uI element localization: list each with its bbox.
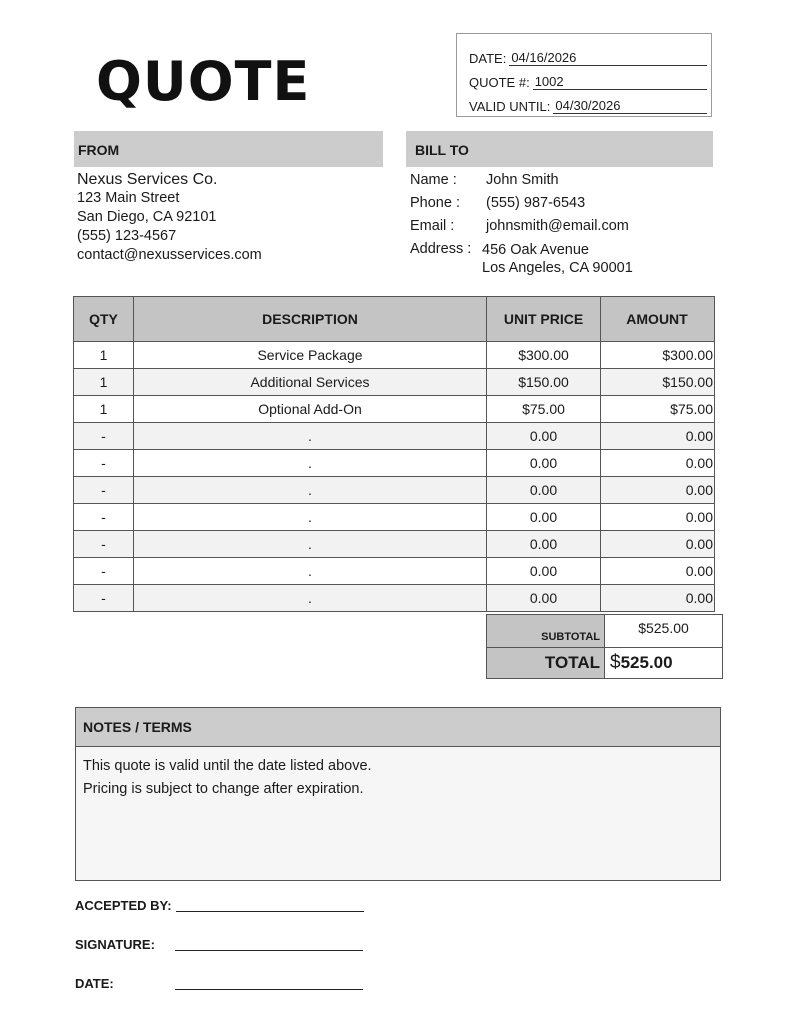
description-cell[interactable]: .	[134, 477, 487, 504]
notes-body[interactable]	[76, 747, 720, 801]
bill-name-label: Name :	[410, 172, 457, 188]
description-cell[interactable]: .	[134, 531, 487, 558]
table-row	[74, 396, 715, 423]
amount-cell[interactable]: 0.00	[601, 423, 715, 450]
acceptance-date-row	[75, 976, 363, 991]
qty-cell[interactable]: -	[74, 504, 134, 531]
bill-phone-label: Phone :	[410, 195, 460, 211]
amount-header: AMOUNT	[601, 297, 715, 342]
quote-info-box	[456, 33, 712, 117]
bill-phone-row	[410, 195, 633, 218]
from-heading: FROM	[74, 131, 383, 167]
table-row	[74, 423, 715, 450]
bill-address-label: Address :	[410, 241, 472, 257]
table-row	[74, 558, 715, 585]
unit-price-cell[interactable]: 0.00	[487, 558, 601, 585]
totals-table	[486, 614, 723, 679]
table-row	[74, 585, 715, 612]
notes-heading: NOTES / TERMS	[76, 708, 720, 747]
description-header: DESCRIPTION	[134, 297, 487, 342]
bill-address-line2: Los Angeles, CA 90001	[482, 260, 633, 276]
bill-to-details	[410, 172, 633, 277]
notes-line-2: Pricing is subject to change after expiration.	[83, 781, 364, 797]
line-items-table	[73, 296, 715, 612]
bill-email-row	[410, 218, 633, 241]
unit-price-cell[interactable]: $300.00	[487, 342, 601, 369]
description-cell[interactable]: .	[134, 585, 487, 612]
total-row	[487, 648, 723, 679]
bill-address-value[interactable]	[482, 241, 633, 277]
page-title: QUOTE	[96, 50, 311, 113]
description-cell[interactable]: .	[134, 450, 487, 477]
description-cell[interactable]: Additional Services	[134, 369, 487, 396]
quote-number-label: QUOTE #:	[469, 75, 530, 90]
bill-email-label: Email :	[410, 218, 455, 234]
qty-header: QTY	[74, 297, 134, 342]
qty-cell[interactable]: -	[74, 450, 134, 477]
amount-cell[interactable]: $75.00	[601, 396, 715, 423]
table-row	[74, 531, 715, 558]
amount-cell[interactable]: 0.00	[601, 531, 715, 558]
amount-cell[interactable]: 0.00	[601, 585, 715, 612]
qty-cell[interactable]: 1	[74, 342, 134, 369]
date-row	[469, 42, 711, 66]
qty-cell[interactable]: -	[74, 423, 134, 450]
from-company: Nexus Services Co.	[77, 171, 218, 188]
signature-line[interactable]	[175, 949, 363, 951]
bill-email-value[interactable]: johnsmith@email.com	[486, 218, 629, 234]
from-city: San Diego, CA 92101	[77, 209, 217, 225]
subtotal-value: $525.00	[605, 615, 723, 648]
unit-price-cell[interactable]: 0.00	[487, 504, 601, 531]
qty-cell[interactable]: -	[74, 558, 134, 585]
total-amount: 525.00	[620, 653, 673, 672]
amount-cell[interactable]: 0.00	[601, 558, 715, 585]
currency-symbol: $	[610, 652, 621, 673]
quote-number-value[interactable]: 1002	[533, 74, 707, 90]
subtotal-label: SUBTOTAL	[487, 615, 605, 648]
bill-name-row	[410, 172, 633, 195]
description-cell[interactable]: .	[134, 423, 487, 450]
unit-price-cell[interactable]: 0.00	[487, 585, 601, 612]
bill-address-line1: 456 Oak Avenue	[482, 242, 589, 258]
amount-cell[interactable]: 0.00	[601, 504, 715, 531]
description-cell[interactable]: .	[134, 504, 487, 531]
bill-phone-value[interactable]: (555) 987-6543	[486, 195, 586, 211]
unit-price-cell[interactable]: 0.00	[487, 531, 601, 558]
table-row	[74, 450, 715, 477]
signature-row	[75, 937, 363, 952]
description-cell[interactable]: Service Package	[134, 342, 487, 369]
amount-cell[interactable]: $150.00	[601, 369, 715, 396]
amount-cell[interactable]: $300.00	[601, 342, 715, 369]
notes-box	[75, 707, 721, 881]
unit-price-header: UNIT PRICE	[487, 297, 601, 342]
table-header-row	[74, 297, 715, 342]
unit-price-cell[interactable]: 0.00	[487, 477, 601, 504]
subtotal-row	[487, 615, 723, 648]
table-row	[74, 504, 715, 531]
qty-cell[interactable]: -	[74, 531, 134, 558]
notes-line-1: This quote is valid until the date listed above.	[83, 758, 372, 774]
from-street: 123 Main Street	[77, 190, 180, 206]
unit-price-cell[interactable]: 0.00	[487, 450, 601, 477]
unit-price-cell[interactable]: 0.00	[487, 423, 601, 450]
unit-price-cell[interactable]: $150.00	[487, 369, 601, 396]
from-details	[77, 170, 262, 265]
accepted-by-row	[75, 898, 364, 913]
accepted-by-line[interactable]	[176, 910, 364, 912]
total-value	[605, 648, 723, 679]
total-label: TOTAL	[487, 648, 605, 679]
bill-to-heading: BILL TO	[406, 131, 713, 167]
unit-price-cell[interactable]: $75.00	[487, 396, 601, 423]
date-label: DATE:	[469, 51, 507, 66]
signature-label: SIGNATURE:	[75, 937, 155, 952]
description-cell[interactable]: Optional Add-On	[134, 396, 487, 423]
qty-cell[interactable]: 1	[74, 396, 134, 423]
valid-until-row	[469, 90, 711, 114]
qty-cell[interactable]: 1	[74, 369, 134, 396]
acceptance-date-label: DATE:	[75, 976, 114, 991]
bill-name-value[interactable]: John Smith	[486, 172, 559, 188]
description-cell[interactable]: .	[134, 558, 487, 585]
table-row	[74, 477, 715, 504]
table-row	[74, 369, 715, 396]
bill-address-row	[410, 241, 633, 277]
table-row	[74, 342, 715, 369]
valid-until-label: VALID UNTIL:	[469, 99, 551, 114]
quote-number-row	[469, 66, 711, 90]
qty-cell[interactable]: -	[74, 585, 134, 612]
valid-until-value[interactable]: 04/30/2026	[553, 98, 707, 114]
qty-cell[interactable]: -	[74, 477, 134, 504]
accepted-by-label: ACCEPTED BY:	[75, 898, 172, 913]
from-phone: (555) 123-4567	[77, 228, 177, 244]
acceptance-date-line[interactable]	[175, 988, 363, 990]
amount-cell[interactable]: 0.00	[601, 477, 715, 504]
from-email: contact@nexusservices.com	[77, 247, 262, 263]
amount-cell[interactable]: 0.00	[601, 450, 715, 477]
date-value[interactable]: 04/16/2026	[509, 50, 707, 66]
